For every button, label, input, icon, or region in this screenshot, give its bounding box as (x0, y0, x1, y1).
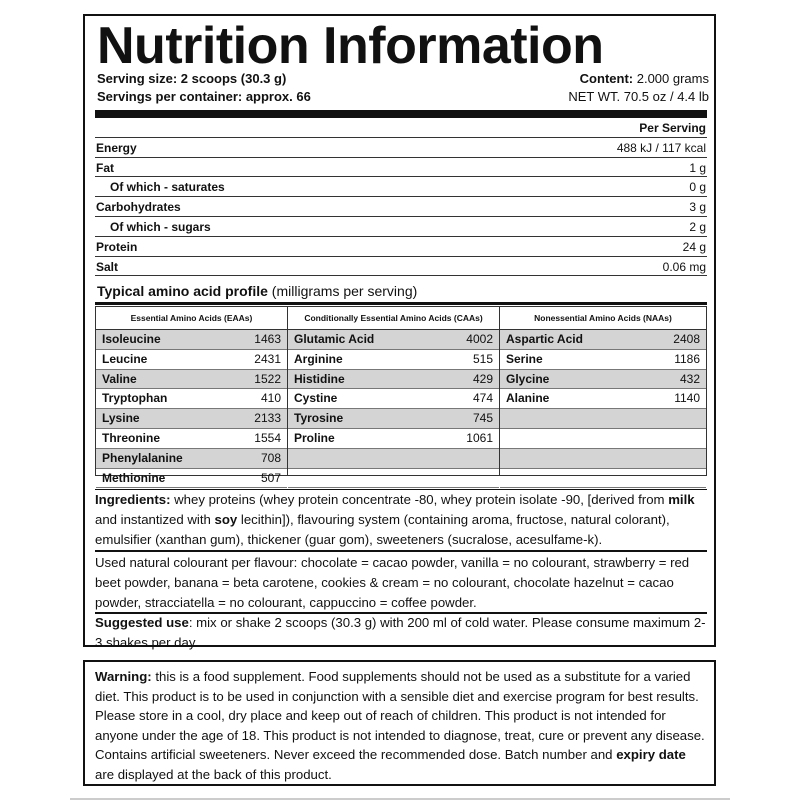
amino-row (288, 409, 499, 429)
expiry-date-label: expiry date (616, 747, 686, 762)
allergen-milk: milk (668, 492, 695, 507)
warning-text-1: this is a food supplement. Food supplements should not be used as a substitute for a varied diet. This product is to be used in conjunction with a sensible diet and exercise program for best results. Please store in a cool, dry place and keep out of reach of children. This product is not intended for anyone under the age of 18. This product is not intended to diagnose, treat, cure or prevent any disease. Contains artificial sweeteners. Never exceed the recommended dose. Batch number and (95, 669, 705, 762)
nutrient-label: Energy (96, 140, 137, 155)
amino-row (96, 409, 287, 429)
nutrition-table (95, 118, 707, 276)
amino-row (500, 429, 706, 449)
amino-name: Tyrosine (294, 411, 344, 426)
amino-row (96, 389, 287, 409)
amino-value: 1140 (674, 391, 700, 406)
amino-value: 410 (260, 391, 281, 406)
amino-subtitle: (milligrams per serving) (271, 283, 418, 299)
amino-name: Phenylalanine (102, 450, 183, 465)
amino-name: Serine (506, 351, 543, 366)
ingredients (95, 489, 707, 550)
net-weight: NET WT. 70.5 oz / 4.4 lb (568, 89, 709, 104)
amino-value: 2133 (254, 411, 281, 426)
nutrition-row (95, 217, 707, 237)
amino-row (96, 469, 287, 489)
content (580, 70, 709, 88)
nutrient-value: 24 g (682, 239, 706, 254)
amino-value: 1522 (254, 371, 281, 386)
amino-row (288, 370, 499, 390)
amino-name: Lysine (102, 411, 140, 426)
amino-value: 432 (679, 371, 700, 386)
amino-row (96, 429, 287, 449)
amino-name: Proline (294, 430, 335, 445)
ingredients-text-2: and instantized with (95, 512, 215, 527)
amino-title (97, 282, 417, 300)
amino-row (500, 469, 706, 489)
amino-row (288, 469, 499, 489)
nutrient-value: 3 g (689, 200, 706, 215)
amino-row (96, 449, 287, 469)
amino-title-label: Typical amino acid profile (97, 283, 268, 299)
warning-text-2: are displayed at the back of this product. (95, 766, 332, 782)
amino-name: Arginine (294, 351, 343, 366)
amino-value: 507 (260, 470, 281, 485)
amino-row (288, 330, 499, 350)
amino-name: Isoleucine (102, 332, 161, 346)
amino-name: Threonine (102, 430, 161, 445)
nutrient-value: 2 g (689, 219, 706, 234)
amino-row (96, 350, 287, 370)
suggested-use-label: Suggested use (95, 615, 189, 630)
amino-row (500, 370, 706, 390)
amino-name: Glutamic Acid (294, 332, 375, 346)
divider (95, 550, 707, 552)
amino-value: 429 (472, 371, 493, 386)
divider (95, 110, 707, 118)
amino-column (95, 306, 288, 485)
amino-value: 474 (472, 391, 493, 406)
suggested-use (95, 613, 707, 653)
ingredients-text-1: whey proteins (whey protein concentrate -80, whey protein isolate -90, [derived from (170, 492, 669, 507)
nutrition-row (95, 158, 707, 178)
nutrition-header-row (95, 118, 707, 138)
nutrition-row (95, 177, 707, 197)
serving-info (97, 70, 709, 106)
ingredients-label: Ingredients: (95, 492, 171, 507)
nutrition-row (95, 257, 707, 277)
nutrition-row (95, 237, 707, 257)
nutrition-row (95, 197, 707, 217)
page-title: Nutrition Information (97, 17, 604, 75)
amino-value: 1554 (254, 430, 281, 445)
nutrient-label: Of which - sugars (110, 219, 211, 234)
amino-row (288, 350, 499, 370)
amino-name: Aspartic Acid (506, 332, 583, 346)
allergen-soy: soy (214, 512, 238, 527)
suggested-use-text: : mix or shake 2 scoops (30.3 g) with 200 ml of cold water. Please consume maximum 2-3 shakes per day. (95, 615, 706, 650)
amino-name: Glycine (506, 371, 550, 386)
amino-row (500, 389, 706, 409)
warning-label: Warning: (95, 669, 152, 684)
amino-row (288, 449, 499, 469)
nutrient-value: 1 g (689, 160, 706, 175)
amino-value: 745 (472, 411, 493, 426)
amino-value: 1186 (674, 351, 700, 366)
nutrition-row (95, 138, 707, 158)
amino-value: 2408 (673, 332, 700, 346)
amino-column-header: Nonessential Amino Acids (NAAs) (500, 307, 706, 330)
amino-row (96, 330, 287, 350)
nutrient-label: Carbohydrates (96, 200, 181, 215)
amino-row (500, 350, 706, 370)
serving-size: Serving size: 2 scoops (30.3 g) (97, 71, 287, 86)
amino-name: Methionine (102, 470, 166, 485)
amino-value: 708 (260, 450, 281, 465)
amino-row (288, 389, 499, 409)
amino-value: 2431 (254, 351, 281, 366)
amino-name: Tryptophan (102, 391, 168, 406)
amino-row (288, 429, 499, 449)
amino-value: 1061 (466, 430, 493, 445)
amino-value: 1463 (254, 332, 281, 346)
amino-column (499, 306, 707, 476)
amino-column (287, 306, 500, 476)
content-label: Content: (579, 71, 634, 86)
divider (95, 302, 707, 305)
amino-row (96, 370, 287, 390)
nutrient-label: Salt (96, 259, 119, 274)
amino-row (500, 330, 706, 350)
amino-acid-table (95, 306, 707, 485)
nutrient-value: 488 kJ / 117 kcal (616, 140, 706, 155)
amino-column-header: Essential Amino Acids (EAAs) (96, 307, 287, 330)
amino-name: Histidine (294, 371, 345, 386)
nutrient-label: Fat (96, 160, 114, 175)
nutrient-value: 0 g (689, 180, 706, 195)
nutrient-label: Protein (96, 239, 138, 254)
amino-row (500, 409, 706, 429)
amino-name: Alanine (506, 391, 550, 406)
amino-row (500, 449, 706, 469)
per-serving-header: Per Serving (639, 121, 706, 135)
servings-per-container: Servings per container: approx. 66 (97, 89, 311, 104)
amino-column-header: Conditionally Essential Amino Acids (CAAs) (288, 307, 499, 330)
warning-box (83, 660, 716, 786)
amino-name: Cystine (294, 391, 338, 406)
amino-name: Valine (102, 371, 137, 386)
amino-value: 515 (472, 351, 493, 366)
nutrient-label: Of which - saturates (110, 180, 225, 195)
ingredients-text-3: lecithin]), flavouring system (containing aroma, fructose, natural colorant), emulsifier (xanthan gum), thickener (guar gom), sweeteners (sucralose, acesulfame-k). (95, 512, 670, 547)
amino-name: Leucine (102, 351, 148, 366)
nutrition-panel (83, 14, 716, 650)
amino-value: 4002 (466, 332, 493, 346)
warning-text (95, 667, 707, 784)
colourant-info: Used natural colourant per flavour: chocolate = cacao powder, vanilla = no colourant, strawberry = red beet powder, banana = beta carotene, cookies & cream = no colourant, chocolate hazelnut = cacao powder, stracciatella = no colourant, cappuccino = coffee powder. (95, 555, 690, 610)
nutrient-value: 0.06 mg (662, 259, 706, 274)
content-value: 2.000 grams (636, 71, 709, 86)
